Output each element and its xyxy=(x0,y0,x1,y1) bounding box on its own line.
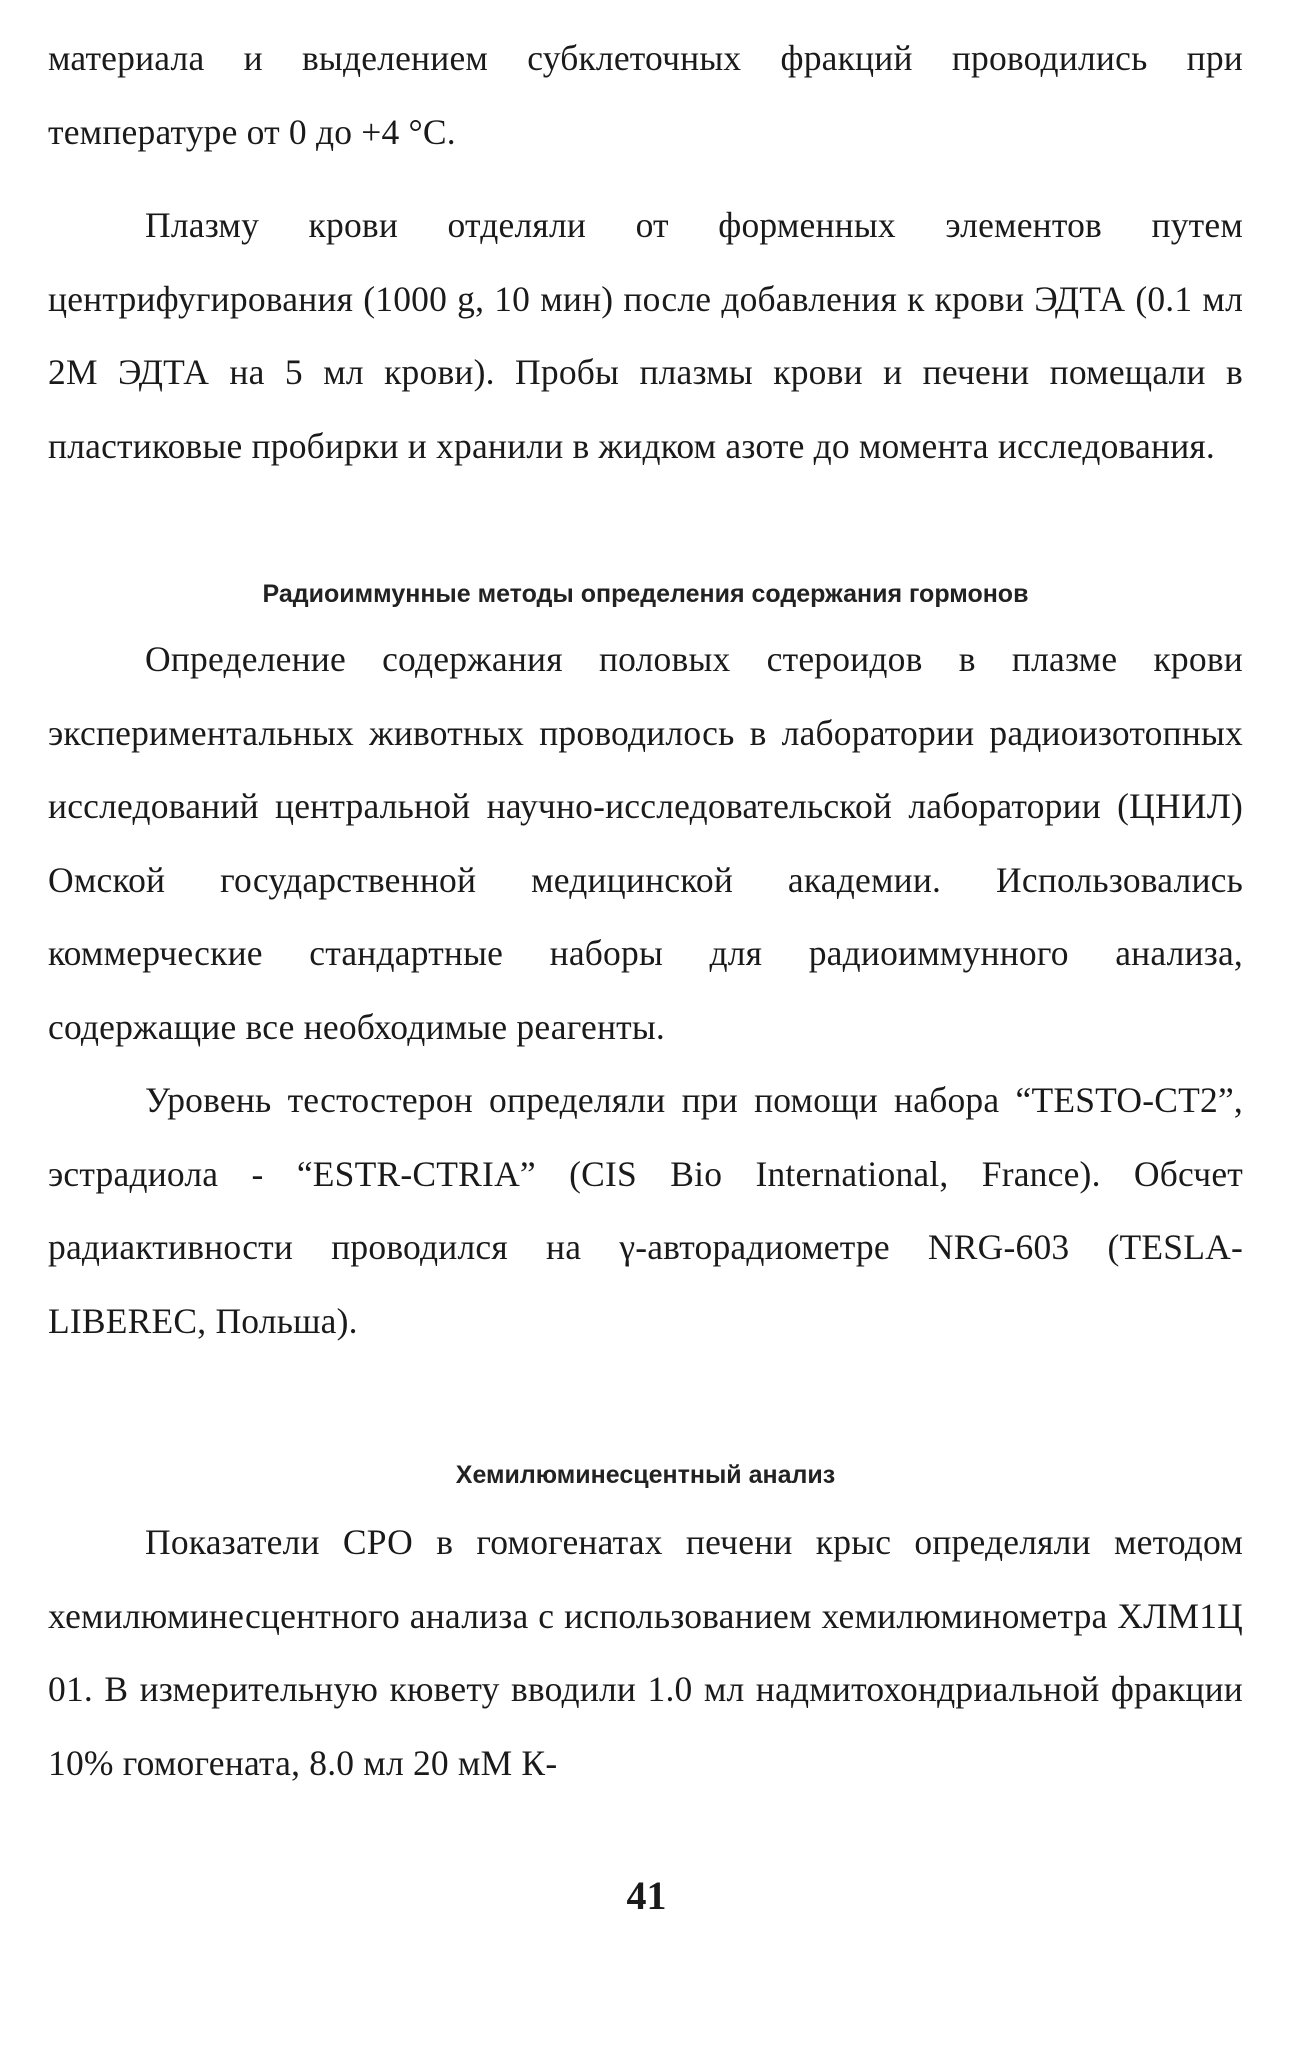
document-page xyxy=(48,22,1243,1800)
page-number: 41 xyxy=(626,1873,667,1918)
paragraph-sro-indicators: Показатели СРО в гомогенатах печени крыс определяли методом хемилюминесцентного анализа с использованием хемилюминометра ХЛМ1Ц 01. В измерительную кювету вводили 1.0 мл надмитохондриальной фракции 10% гомогената, 8.0 мл 20 мМ К- xyxy=(48,1522,1243,1783)
paragraph-subcellular-fractions: материала и выделением субклеточных фракций проводились при температуре от 0 до +4 °С. xyxy=(48,38,1243,152)
paragraph-testosterone-level: Уровень тестостерон определяли при помощи набора “TESTO-CT2”, эстрадиола - “ESTR-CTRIA” (CIS Bio International, France). Обсчет радиактивности проводился на γ-авторадиометре NRG-603 (TESLA-LIBEREC, Польша). xyxy=(48,1080,1243,1341)
section-heading-radioimmune-methods: Радиоиммунные методы определения содержания гормонов xyxy=(262,580,1029,608)
paragraph-plasma-separation: Плазму крови отделяли от форменных элементов путем центрифугирования (1000 g, 10 мин) после добавления к крови ЭДТА (0.1 мл 2М ЭДТА на 5 мл крови). Пробы плазмы крови и печени помещали в пластиковые пробирки и хранили в жидком азоте до момента исследования. xyxy=(48,205,1243,466)
section-heading-chemiluminescence: Хемилюминесцентный анализ xyxy=(455,1461,836,1489)
paragraph-steroid-determination: Определение содержания половых стероидов в плазме крови экспериментальных животных проводилось в лаборатории радиоизотопных исследований центральной научно-исследовательской лаборатории (ЦНИЛ) Омской государственной медицинской академии. Использовались коммерческие стандартные наборы для радиоиммунного анализа, содержащие все необходимые реагенты. xyxy=(48,639,1243,1047)
